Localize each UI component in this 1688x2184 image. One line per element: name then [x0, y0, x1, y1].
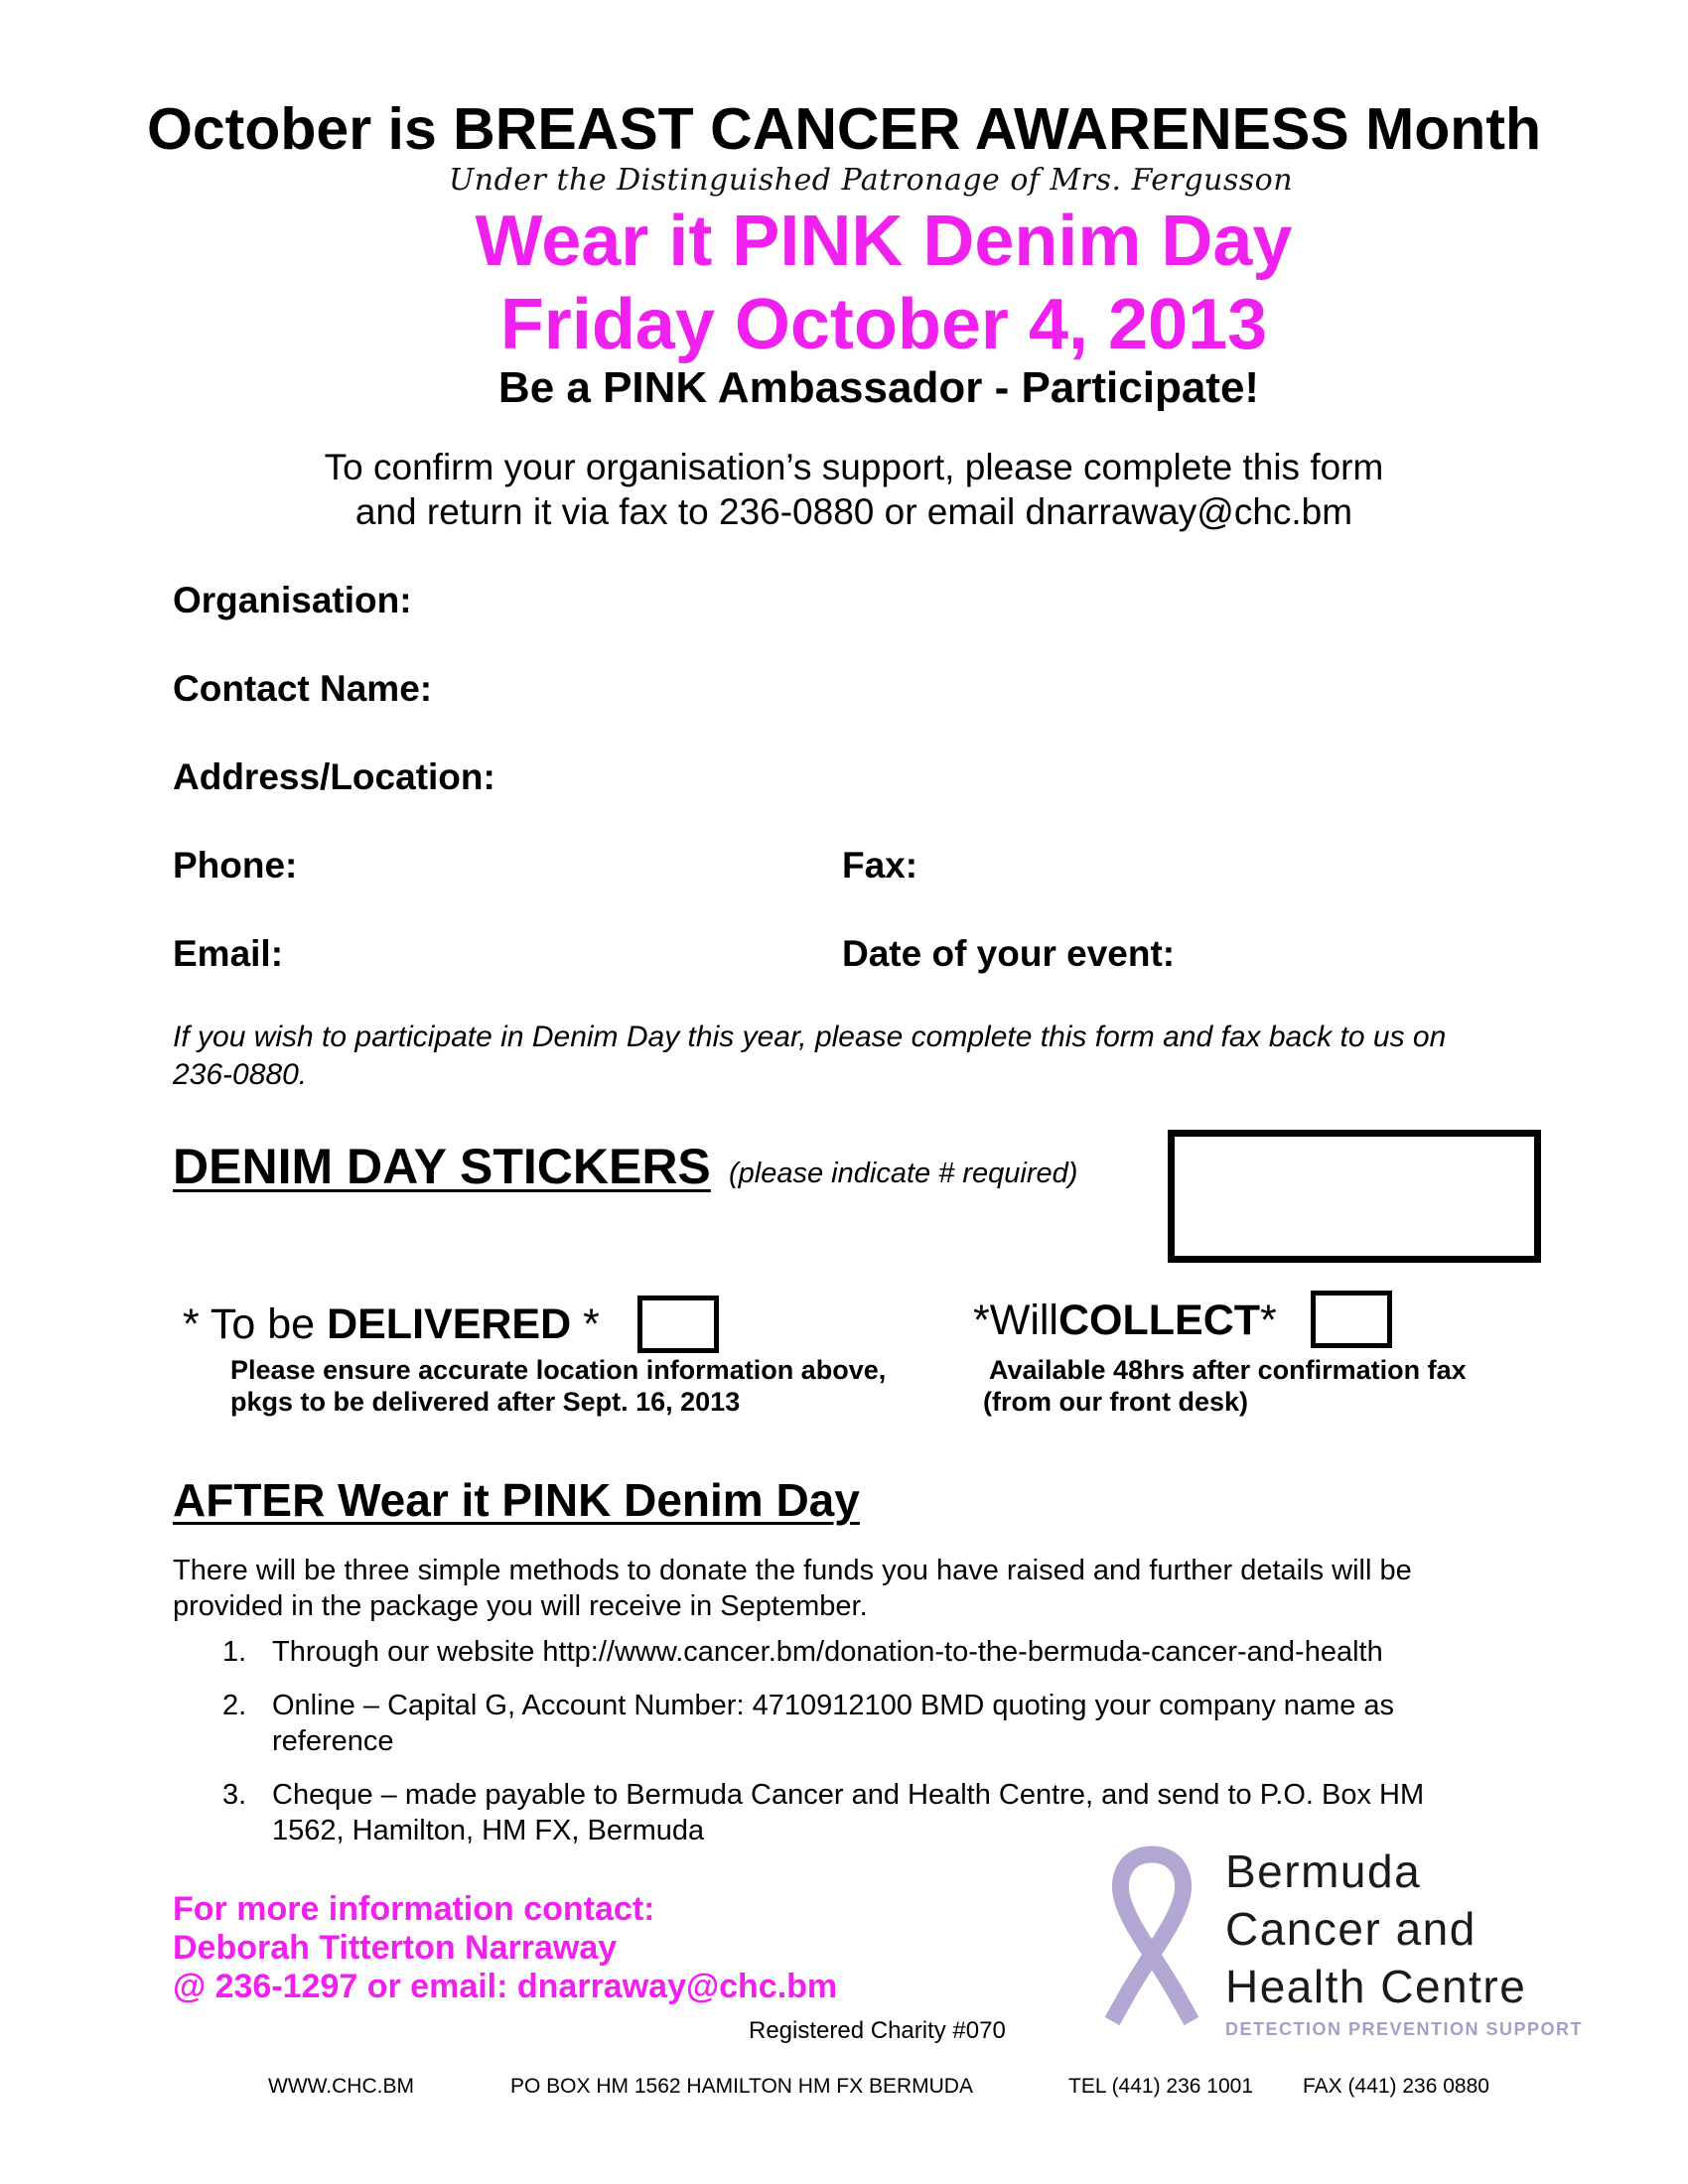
contact-person: Deborah Titterton Narraway: [173, 1929, 618, 1967]
collect-suffix: *: [1260, 1297, 1277, 1344]
method-number: 3.: [222, 1779, 247, 1811]
collect-prefix: *Will: [973, 1297, 1058, 1344]
deliver-option: [183, 1300, 600, 1349]
awareness-ribbon-icon: [1092, 1841, 1211, 2039]
registered-charity: Registered Charity #070: [749, 2017, 1006, 2044]
footer-tel: TEL (441) 236 1001: [1068, 2075, 1254, 2098]
phone-field[interactable]: [318, 837, 814, 887]
logo-name: [1225, 1843, 1526, 2015]
phone-label: Phone:: [173, 845, 298, 886]
collect-checkbox[interactable]: [1311, 1291, 1392, 1348]
deliver-note-line: pkgs to be delivered after Sept. 16, 2013: [230, 1387, 741, 1417]
instructions-line: To confirm your organisation’s support, please complete this form: [324, 447, 1384, 487]
footer-fax: FAX (441) 236 0880: [1303, 2075, 1489, 2098]
instructions: [0, 445, 1688, 534]
deliver-prefix: * To be: [183, 1300, 316, 1348]
stickers-quantity-box[interactable]: [1168, 1130, 1541, 1263]
deliver-checkbox[interactable]: [637, 1296, 719, 1353]
organisation-field[interactable]: [437, 572, 1529, 621]
method-text: Online – Capital G, Account Number: 4710912100 BMD quoting your company name as reference: [272, 1690, 1395, 1757]
organisation-label: Organisation:: [173, 580, 412, 620]
event-date-label: Date of your event:: [842, 933, 1176, 974]
deliver-note: [230, 1354, 886, 1418]
event-date-field[interactable]: [1201, 925, 1529, 975]
email-label: Email:: [173, 933, 284, 974]
deliver-suffix: *: [583, 1300, 600, 1348]
logo-line: Bermuda: [1225, 1845, 1422, 1897]
address-field[interactable]: [526, 749, 1529, 798]
contact-name-label: Contact Name:: [173, 668, 433, 709]
logo-line: Cancer and: [1225, 1903, 1477, 1955]
method-text: Through our website http://www.cancer.bm/donation-to-the-bermuda-cancer-and-health: [272, 1636, 1383, 1668]
event-date: Friday October 4, 2013: [499, 285, 1268, 364]
footer-address: PO BOX HM 1562 HAMILTON HM FX BERMUDA: [510, 2075, 973, 2098]
deliver-label: DELIVERED: [327, 1300, 572, 1348]
collect-label: COLLECT: [1057, 1297, 1261, 1344]
collect-option: [973, 1297, 1277, 1345]
contact-info: [173, 1890, 837, 2006]
after-intro: There will be three simple methods to donate the funds you have raised and further details will be provided in the package you will receive in September.: [173, 1555, 1412, 1622]
tagline: Be a PINK Ambassador - Participate!: [497, 363, 1260, 412]
fax-field[interactable]: [933, 837, 1529, 887]
fax-label: Fax:: [842, 845, 918, 886]
participation-note: If you wish to participate in Denim Day this year, please complete this form and fax back to us on 236-0880.: [173, 1021, 1447, 1091]
deliver-note-line: Please ensure accurate location information above,: [230, 1355, 887, 1385]
page-title: October is BREAST CANCER AWARENESS Month: [146, 96, 1542, 162]
footer-website: WWW.CHC.BM: [268, 2075, 414, 2098]
contact-heading: For more information contact:: [173, 1890, 655, 1928]
method-number: 2.: [222, 1690, 247, 1721]
collect-note-line: Available 48hrs after confirmation fax: [989, 1355, 1467, 1385]
address-label: Address/Location:: [173, 756, 495, 797]
patronage-line: Under the Distinguished Patronage of Mrs. Fergusson: [449, 163, 1294, 198]
event-name: Wear it PINK Denim Day: [475, 202, 1293, 281]
after-heading: AFTER Wear it PINK Denim Day: [173, 1474, 860, 1526]
method-text: Cheque – made payable to Bermuda Cancer and Health Centre, and send to P.O. Box HM 1562, Hamilton, HM FX, Bermuda: [272, 1779, 1425, 1846]
stickers-heading: DENIM DAY STICKERS: [173, 1139, 711, 1194]
email-field[interactable]: [308, 925, 814, 975]
instructions-line: and return it via fax to 236-0880 or email dnarraway@chc.bm: [354, 491, 1353, 532]
contact-name-field[interactable]: [457, 660, 1529, 710]
collect-note: [983, 1354, 1467, 1418]
contact-details: @ 236-1297 or email: dnarraway@chc.bm: [173, 1968, 838, 2005]
collect-note-line: (from our front desk): [983, 1387, 1248, 1417]
logo-line: Health Centre: [1225, 1961, 1527, 2012]
method-number: 1.: [222, 1636, 247, 1668]
logo-tagline: DETECTION PREVENTION SUPPORT: [1225, 2019, 1584, 2039]
stickers-hint: (please indicate # required): [729, 1158, 1078, 1189]
